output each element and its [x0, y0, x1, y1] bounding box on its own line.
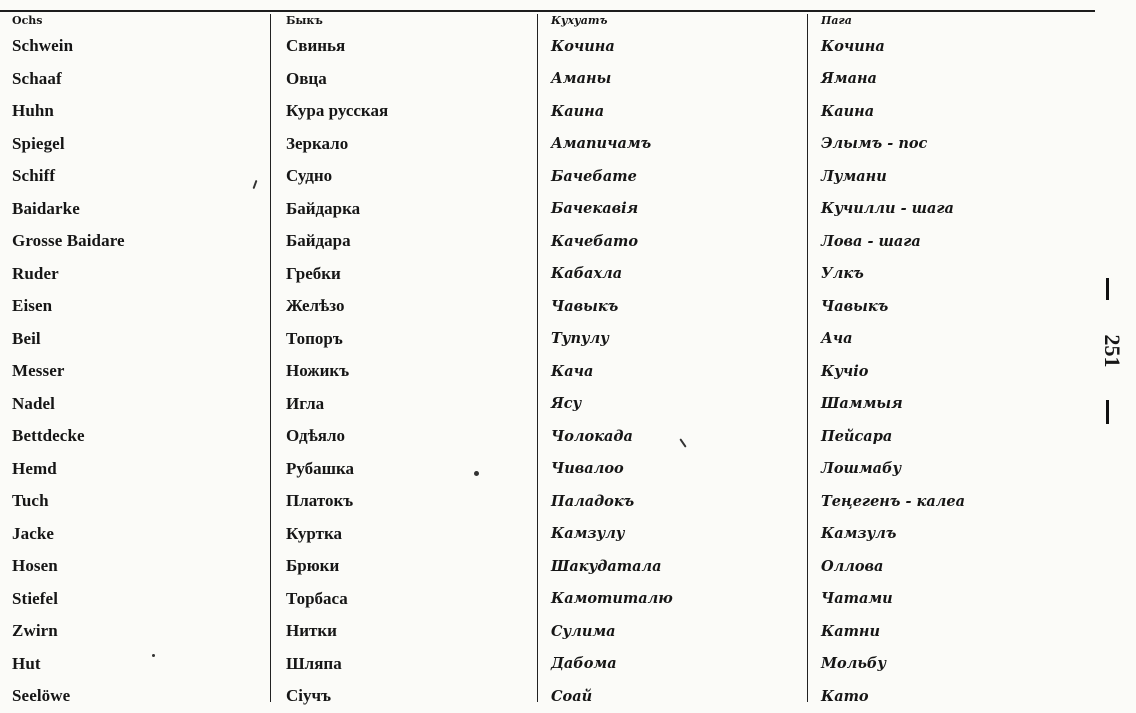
table-row	[12, 193, 1097, 226]
german-word: Jacke	[12, 523, 55, 543]
language-4-word: Чавыкъ	[821, 297, 889, 315]
russian-word: Ножикъ	[286, 361, 350, 381]
print-speck	[152, 654, 155, 657]
language-3-word: Чавыкъ	[551, 297, 619, 315]
table-row	[12, 648, 1097, 681]
german-word: Beil	[12, 328, 41, 348]
russian-word: Сiучъ	[286, 686, 331, 706]
german-word: Spiegel	[12, 133, 65, 153]
language-3-word: Дабома	[551, 655, 617, 673]
page-number: 251	[1100, 334, 1125, 368]
russian-word: Брюки	[286, 556, 340, 576]
russian-word: Байдарка	[286, 198, 361, 218]
language-4-word: Пейсара	[821, 427, 893, 445]
language-4-word: Камзулъ	[821, 525, 897, 543]
table-row	[12, 225, 1097, 258]
german-word: Messer	[12, 361, 65, 381]
russian-word: Куртка	[286, 523, 343, 543]
language-3-word: Шакудатала	[551, 557, 662, 575]
table-row	[12, 583, 1097, 616]
language-3-word: Каина	[551, 102, 605, 120]
page-number-dash-top	[1106, 278, 1109, 300]
language-3-word: Соай	[551, 687, 593, 705]
russian-word: Шляпа	[286, 653, 342, 673]
language-3-word: Амапичамъ	[551, 135, 652, 153]
table-row	[12, 355, 1097, 388]
language-3-word: Аманы	[551, 70, 612, 88]
table-row	[12, 550, 1097, 583]
russian-word: Овца	[286, 68, 327, 88]
russian-word: Гребки	[286, 263, 341, 283]
table-row	[12, 388, 1097, 421]
german-word: Baidarke	[12, 198, 80, 218]
german-word: Eisen	[12, 296, 53, 316]
german-word: Bettdecke	[12, 426, 85, 446]
header-row	[12, 12, 1097, 30]
russian-word: Желѣзо	[286, 296, 345, 316]
russian-word: Кура русская	[286, 101, 389, 121]
russian-word: Судно	[286, 166, 333, 186]
language-4-word: Катни	[821, 622, 881, 640]
table-row	[12, 323, 1097, 356]
language-4-word: Лова - шага	[821, 232, 921, 250]
german-word: Schwein	[12, 36, 74, 56]
language-4-word: Лошмабу	[821, 460, 902, 478]
language-3-word: Кача	[551, 362, 594, 380]
header-language-4: Пага	[821, 14, 852, 27]
table-row	[12, 420, 1097, 453]
language-4-word: Теңегенъ - калеа	[821, 492, 965, 510]
russian-word: Нитки	[286, 621, 337, 641]
russian-word: Торбаса	[286, 588, 348, 608]
language-4-word: Кочина	[821, 37, 885, 55]
page-number-dash-bottom	[1106, 400, 1109, 424]
language-3-word: Паладокъ	[551, 492, 635, 510]
table-row	[12, 485, 1097, 518]
language-3-word: Тупулу	[551, 330, 609, 348]
language-4-word: Улкъ	[821, 265, 864, 283]
language-4-word: Каина	[821, 102, 875, 120]
german-word: Seelöwe	[12, 686, 71, 706]
russian-word: Платокъ	[286, 491, 354, 511]
russian-word: Игла	[286, 393, 325, 413]
language-3-word: Чолокада	[551, 427, 633, 445]
language-3-word: Сулима	[551, 622, 616, 640]
language-4-word: Мольбу	[821, 655, 887, 673]
language-3-word: Ясу	[551, 395, 582, 413]
german-word: Zwirn	[12, 621, 58, 641]
german-word: Schaaf	[12, 68, 62, 88]
german-word: Nadel	[12, 393, 55, 413]
german-word: Tuch	[12, 491, 49, 511]
russian-word: Зеркало	[286, 133, 349, 153]
vocabulary-rows	[12, 30, 1097, 713]
table-row	[12, 290, 1097, 323]
table-row	[12, 258, 1097, 291]
german-word: Hosen	[12, 556, 58, 576]
german-word: Grosse Baidare	[12, 231, 125, 251]
german-word: Hut	[12, 653, 41, 673]
language-4-word: Лумани	[821, 167, 887, 185]
language-4-word: Элымъ - пос	[821, 135, 928, 153]
language-3-word: Качебато	[551, 232, 639, 250]
table-row	[12, 30, 1097, 63]
language-4-word: Чатами	[821, 590, 893, 608]
german-word: Huhn	[12, 101, 54, 121]
language-3-word: Бачекавiя	[551, 200, 639, 218]
german-word: Stiefel	[12, 588, 59, 608]
language-4-word: Ямана	[821, 70, 877, 88]
german-word: Hemd	[12, 458, 57, 478]
table-row	[12, 160, 1097, 193]
language-4-word: Ача	[821, 330, 853, 348]
language-3-word: Кабахла	[551, 265, 623, 283]
russian-word: Одѣяло	[286, 426, 346, 446]
vocabulary-table	[12, 12, 1097, 713]
language-3-word: Бачебате	[551, 167, 637, 185]
table-row	[12, 63, 1097, 96]
language-4-word: Като	[821, 687, 869, 705]
header-russian: Быкъ	[286, 14, 323, 27]
russian-word: Свинья	[286, 36, 346, 56]
language-4-word: Кучилли - шага	[821, 200, 954, 218]
print-speck	[474, 471, 479, 476]
table-row	[12, 518, 1097, 551]
russian-word: Топоръ	[286, 328, 343, 348]
header-language-3: Кухуатъ	[551, 14, 608, 27]
language-3-word: Кочина	[551, 37, 615, 55]
table-row	[12, 453, 1097, 486]
language-4-word: Кучiо	[821, 362, 869, 380]
language-4-word: Оллова	[821, 557, 884, 575]
language-3-word: Камотиталю	[551, 590, 673, 608]
language-3-word: Чивалоо	[551, 460, 624, 478]
language-3-word: Камзулу	[551, 525, 625, 543]
german-word: Schiff	[12, 166, 56, 186]
german-word: Ruder	[12, 263, 59, 283]
russian-word: Рубашка	[286, 458, 355, 478]
table-row	[12, 95, 1097, 128]
russian-word: Байдара	[286, 231, 351, 251]
header-german: Ochs	[12, 14, 43, 27]
table-row	[12, 615, 1097, 648]
table-row	[12, 128, 1097, 161]
language-4-word: Шаммыя	[821, 395, 903, 413]
